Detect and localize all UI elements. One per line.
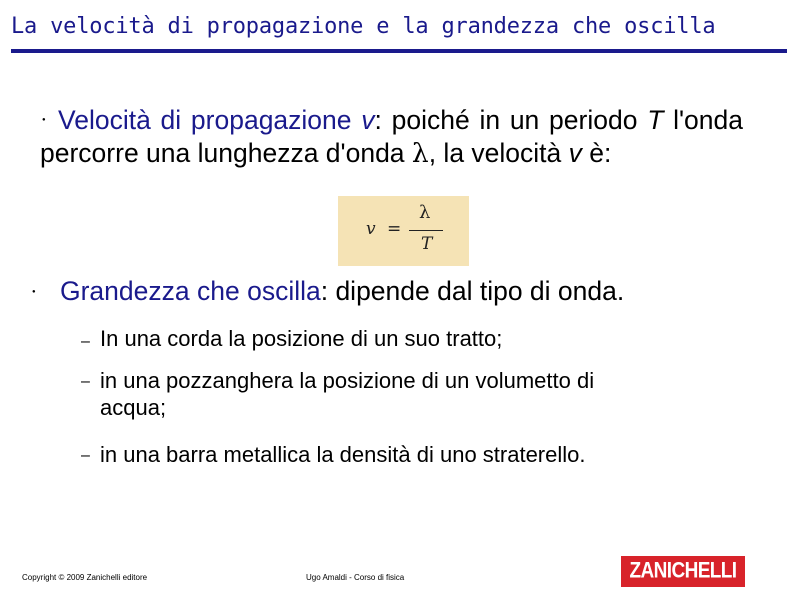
publisher-logo-text: ZANICHELLI xyxy=(629,559,737,584)
slide-title: La velocità di propagazione e la grandezza che oscilla xyxy=(11,14,716,39)
formula-lhs: v xyxy=(366,219,376,239)
point1-text-b: l'onda percorre una lunghezza d'onda xyxy=(40,105,744,168)
point1-text-a: : poiché in un periodo xyxy=(374,105,638,135)
subitem-puddle-line2: acqua; xyxy=(100,395,167,420)
formula-denominator: T xyxy=(421,234,433,254)
point1-text-c: , la velocità xyxy=(428,138,569,168)
variable-v: v xyxy=(361,105,375,135)
fraction-bar xyxy=(409,230,443,231)
title-divider xyxy=(11,49,787,53)
publisher-logo xyxy=(621,556,745,587)
lambda-symbol: λ xyxy=(411,138,429,169)
point-propagation-speed xyxy=(40,104,743,170)
variable-v-2: v xyxy=(568,138,582,168)
footer-course: Ugo Amaldi - Corso di fisica xyxy=(306,573,405,582)
point-oscillating-quantity xyxy=(60,275,624,308)
formula-equals: = xyxy=(387,219,402,239)
dash-marker: – xyxy=(81,333,90,350)
point2-text: : dipende dal tipo di onda. xyxy=(320,276,625,306)
subitem-metal-bar: in una barra metallica la densità di uno straterello. xyxy=(100,442,586,467)
dash-marker-2: – xyxy=(81,373,90,390)
variable-T: T xyxy=(647,105,664,135)
term-oscillating-quantity: Grandezza che oscilla xyxy=(60,276,321,306)
bullet-marker-2: ● xyxy=(32,289,36,295)
subitem-rope: In una corda la posizione di un suo tratto; xyxy=(100,326,503,351)
term-propagation-speed: Velocità di propagazione xyxy=(58,105,352,135)
subitem-puddle-line1: in una pozzanghera la posizione di un volumetto di xyxy=(100,368,595,393)
point1-text-d: è: xyxy=(581,138,612,168)
speed-formula xyxy=(366,203,462,259)
footer-copyright: Copyright © 2009 Zanichelli editore xyxy=(22,573,148,582)
bullet-marker: ● xyxy=(42,117,46,123)
dash-marker-3: – xyxy=(81,447,90,464)
formula-numerator: λ xyxy=(419,202,431,223)
